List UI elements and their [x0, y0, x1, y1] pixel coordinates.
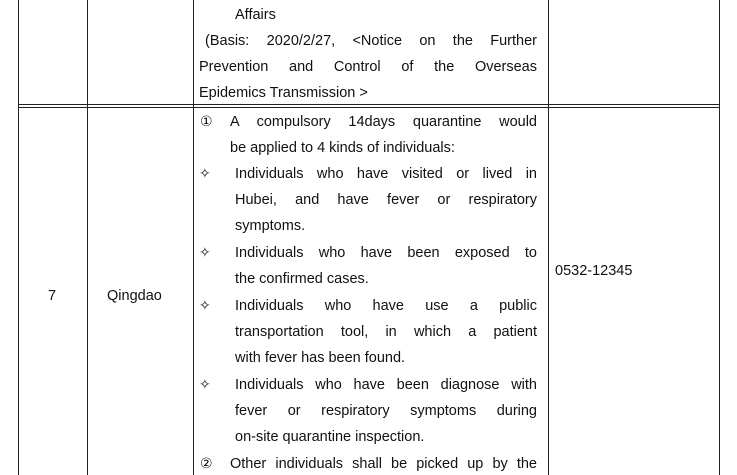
top-row-line-2: (Basis: 2020/2/27, <Notice on the Further [205, 33, 537, 49]
top-row-line-1: Affairs [235, 7, 276, 23]
table-border-col3 [548, 0, 549, 475]
circled-one-marker: ① [200, 114, 213, 130]
star-bullet-icon: ✧ [199, 245, 211, 261]
item2-line-1: Other individuals shall be picked up by the [230, 456, 537, 472]
item1-line-1: A compulsory 14days quarantine would [230, 114, 537, 130]
bullet3-line-3: with fever has been found. [235, 350, 406, 366]
row-number: 7 [48, 288, 57, 304]
star-bullet-icon: ✧ [199, 377, 211, 393]
bullet4-line-1: Individuals who have been diagnose with [235, 377, 537, 393]
bullet4-line-2: fever or respiratory symptoms during [235, 403, 537, 419]
bullet4-line-3: on-site quarantine inspection. [235, 429, 425, 445]
star-bullet-icon: ✧ [199, 166, 211, 182]
bullet1-line-2: Hubei, and have fever or respiratory [235, 192, 537, 208]
bullet2-line-1: Individuals who have been exposed to [235, 245, 537, 261]
bullet3-line-2: transportation tool, in which a patient [235, 324, 537, 340]
item1-line-2: be applied to 4 kinds of individuals: [230, 140, 455, 156]
table-border-right [719, 0, 720, 475]
bullet2-line-2: the confirmed cases. [235, 271, 369, 287]
table-border-left [18, 0, 19, 475]
bullet1-line-3: symptoms. [235, 218, 306, 234]
star-bullet-icon: ✧ [199, 298, 211, 314]
top-row-line-3: Prevention and Control of the Overseas [199, 59, 537, 75]
bullet1-line-1: Individuals who have visited or lived in [235, 166, 537, 182]
table-border-col2 [193, 0, 194, 475]
hotline-phone: 0532-12345 [555, 263, 633, 279]
table-border-col1 [87, 0, 88, 475]
top-row-line-4: Epidemics Transmission > [199, 85, 368, 101]
circled-two-marker: ② [200, 456, 213, 472]
city-name: Qingdao [107, 288, 162, 304]
row-separator-bottom [18, 107, 720, 108]
bullet3-line-1: Individuals who have use a public [235, 298, 537, 314]
